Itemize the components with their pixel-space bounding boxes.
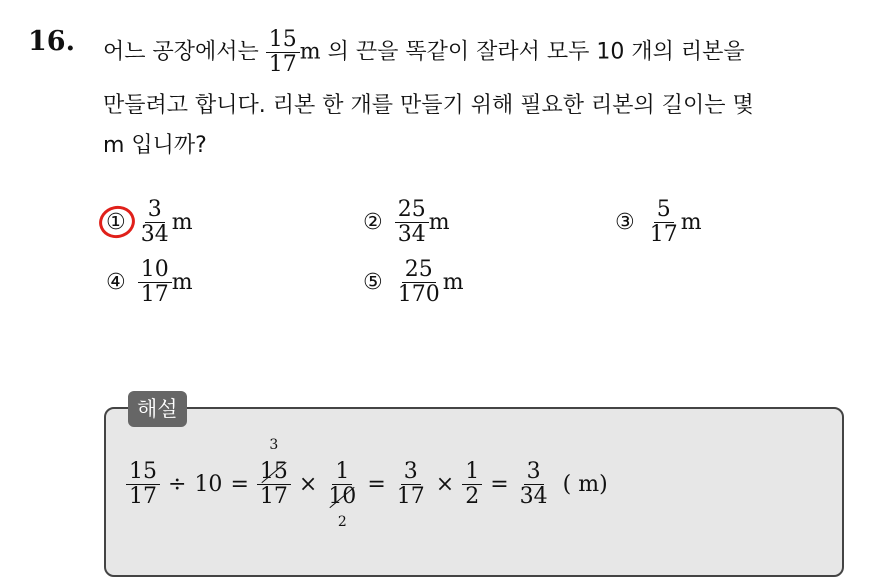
option-unit: m <box>428 210 450 235</box>
option-4[interactable] <box>106 258 193 307</box>
term-4-denominator: 17 <box>396 484 425 509</box>
option-denominator: 17 <box>140 282 169 307</box>
times-sign: × <box>298 472 318 497</box>
term-1-numerator: 15 <box>126 460 160 485</box>
option-fraction <box>395 258 443 307</box>
option-denominator: 170 <box>397 282 440 307</box>
term-5-denominator: 2 <box>465 484 480 509</box>
length-denominator: 17 <box>268 52 297 77</box>
option-marker: ③ <box>615 210 635 235</box>
question-line-3: m 입니까? <box>103 133 207 158</box>
option-fraction <box>138 258 172 307</box>
term-6 <box>517 460 551 509</box>
length-numerator: 15 <box>266 28 300 53</box>
option-denominator: 34 <box>397 222 426 247</box>
solution-unit: ( m) <box>562 472 608 497</box>
option-marker: ④ <box>106 270 126 295</box>
term-4-numerator: 3 <box>401 460 421 485</box>
option-marker: ① <box>106 210 126 235</box>
question-line-1 <box>103 28 745 77</box>
question-line-2: 만들려고 합니다. 리본 한 개를 만들기 위해 필요한 리본의 길이는 몇 <box>103 93 754 118</box>
option-denominator: 17 <box>649 222 678 247</box>
times-sign: × <box>435 472 455 497</box>
length-fraction <box>266 28 300 77</box>
term-1 <box>126 460 160 509</box>
option-marker: ② <box>363 210 383 235</box>
question-text-b: 의 끈을 똑같이 잘라서 모두 10 개의 리본을 <box>327 39 745 65</box>
option-1[interactable] <box>106 198 193 247</box>
option-fraction <box>138 198 172 247</box>
option-numerator: 25 <box>395 198 429 223</box>
equals-sign: = <box>367 472 386 497</box>
option-fraction <box>395 198 429 247</box>
solution-equation <box>126 437 608 530</box>
term-2-numerator <box>257 460 291 485</box>
option-denominator: 34 <box>140 222 169 247</box>
option-marker: ⑤ <box>363 270 383 295</box>
term-1-denominator: 17 <box>129 484 157 509</box>
term-5-numerator: 1 <box>462 460 482 485</box>
cancelled-10: 10 <box>328 484 357 509</box>
question-text-a: 어느 공장에서는 <box>103 39 259 65</box>
equals-sign: = <box>230 472 249 497</box>
option-numerator: 25 <box>402 258 436 283</box>
option-unit: m <box>171 270 193 295</box>
option-unit: m <box>442 270 464 295</box>
term-6-denominator: 34 <box>519 484 548 509</box>
cancelled-15: 15 <box>259 459 288 484</box>
option-numerator: 5 <box>654 198 674 223</box>
solution-tag: 해설 <box>128 391 187 427</box>
term-4 <box>394 460 428 509</box>
term-6-numerator: 3 <box>524 460 544 485</box>
term-3-numerator: 1 <box>332 460 352 485</box>
term-5 <box>462 460 482 509</box>
option-unit: m <box>171 210 193 235</box>
term-2 <box>257 437 291 509</box>
cancel-result-2: 2 <box>337 514 347 530</box>
option-3[interactable] <box>615 198 702 247</box>
cancel-result-3: 3 <box>269 437 279 453</box>
question-number: 16. <box>28 26 75 57</box>
option-unit: m <box>680 210 702 235</box>
length-unit: m <box>299 39 321 65</box>
option-2[interactable] <box>363 198 450 247</box>
divide-sign: ÷ <box>168 472 187 497</box>
term-2-denominator: 17 <box>259 484 288 509</box>
option-5[interactable] <box>363 258 464 307</box>
equals-sign: = <box>490 472 509 497</box>
option-fraction <box>647 198 681 247</box>
term-3 <box>325 459 359 530</box>
term-3-denominator <box>325 485 359 509</box>
option-numerator: 10 <box>138 258 172 283</box>
divisor: 10 <box>194 472 223 497</box>
option-numerator: 3 <box>145 198 165 223</box>
